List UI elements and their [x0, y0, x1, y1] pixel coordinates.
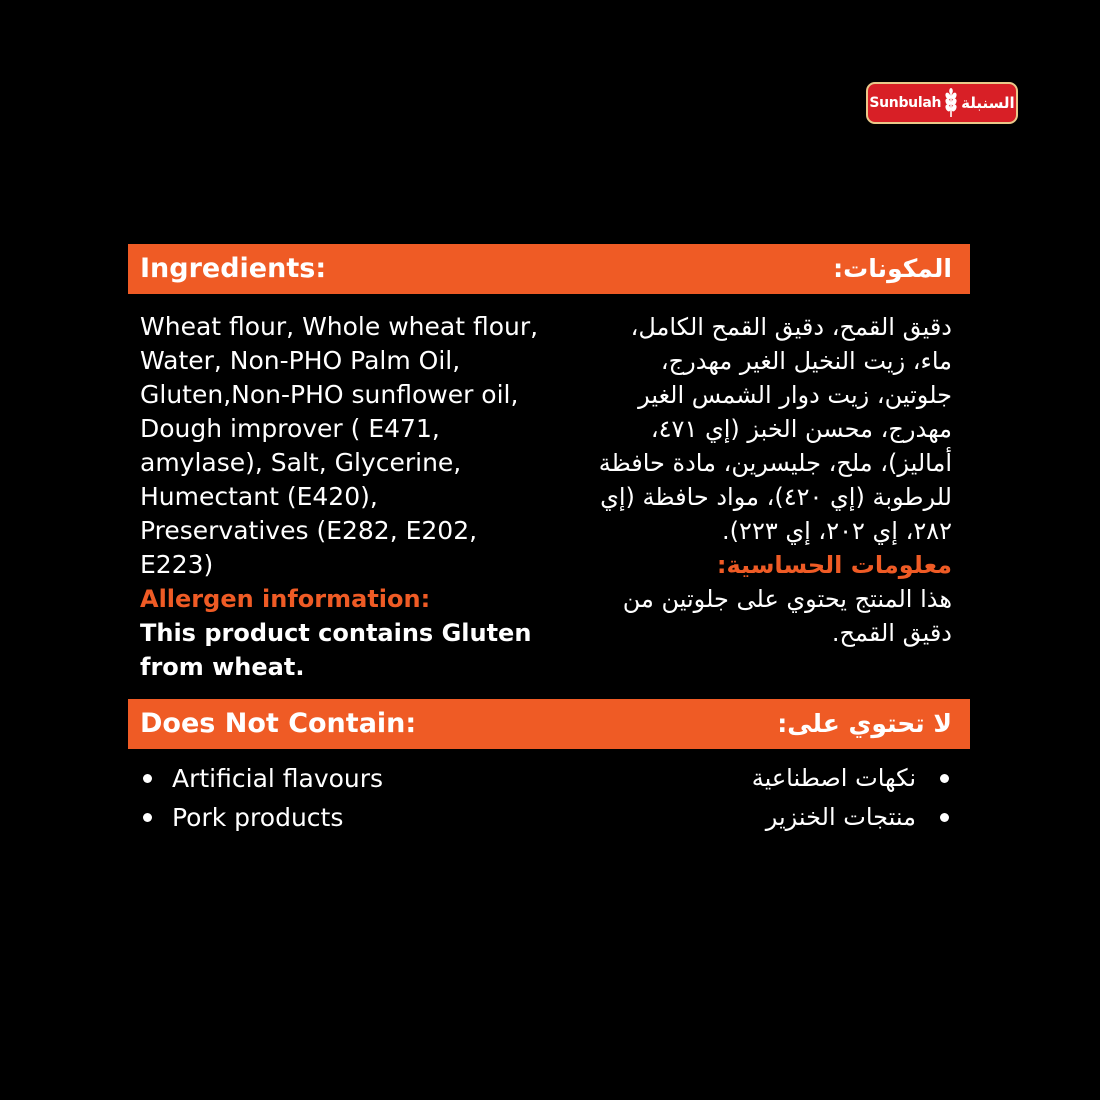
does-not-contain-list-ar [752, 759, 952, 837]
ingredients-header-bar [128, 244, 970, 294]
logo-latin-text: Sunbulah [869, 95, 942, 111]
does-not-contain-title-en: Does Not Contain: [140, 708, 417, 739]
list-item: نكهات اصطناعية [752, 759, 952, 798]
allergen-text-ar: هذا المنتج يحتوي على جلوتين من دقيق القمح. [622, 585, 952, 647]
wheat-icon [944, 88, 958, 118]
list-item: منتجات الخنزير [752, 798, 952, 837]
ingredients-column-en [140, 310, 540, 684]
does-not-contain-list-en [140, 759, 383, 837]
sunbulah-logo [866, 82, 1018, 124]
ingredients-title-ar: المكونات: [833, 254, 952, 283]
allergen-title-ar: معلومات الحساسية: [716, 551, 952, 579]
ingredients-text-en: Wheat flour, Whole wheat flour, Water, Non-PHO Palm Oil, Gluten,Non-PHO sunflower oil, Dough improver ( E471, amylase), Salt, Glycerine, Humectant (E420), Preservatives (E282, E202, E223) [140, 312, 539, 579]
allergen-text-en: This product contains Gluten from wheat. [140, 619, 532, 681]
ingredients-column-ar [592, 310, 952, 650]
logo-arabic-text: السنبلة [961, 94, 1015, 112]
allergen-title-en: Allergen information: [140, 585, 431, 613]
ingredients-text-ar: دقيق القمح، دقيق القمح الكامل، ماء، زيت النخيل الغير مهدرج، جلوتين، زيت دوار الشمس الغير مهدرج، محسن الخبز (إي ٤٧١، أماليز)، ملح، جليسرين، مادة حافظة للرطوبة (إي ٤٢٠)، مواد حافظة (إي ٢٨٢، إي ٢٠٢، إي ٢٢٣). [598, 313, 952, 545]
ingredients-title-en: Ingredients: [140, 253, 327, 284]
does-not-contain-title-ar: لا تحتوي على: [777, 709, 952, 738]
does-not-contain-header-bar [128, 699, 970, 749]
list-item: Artificial flavours [140, 759, 383, 798]
list-item: Pork products [140, 798, 383, 837]
